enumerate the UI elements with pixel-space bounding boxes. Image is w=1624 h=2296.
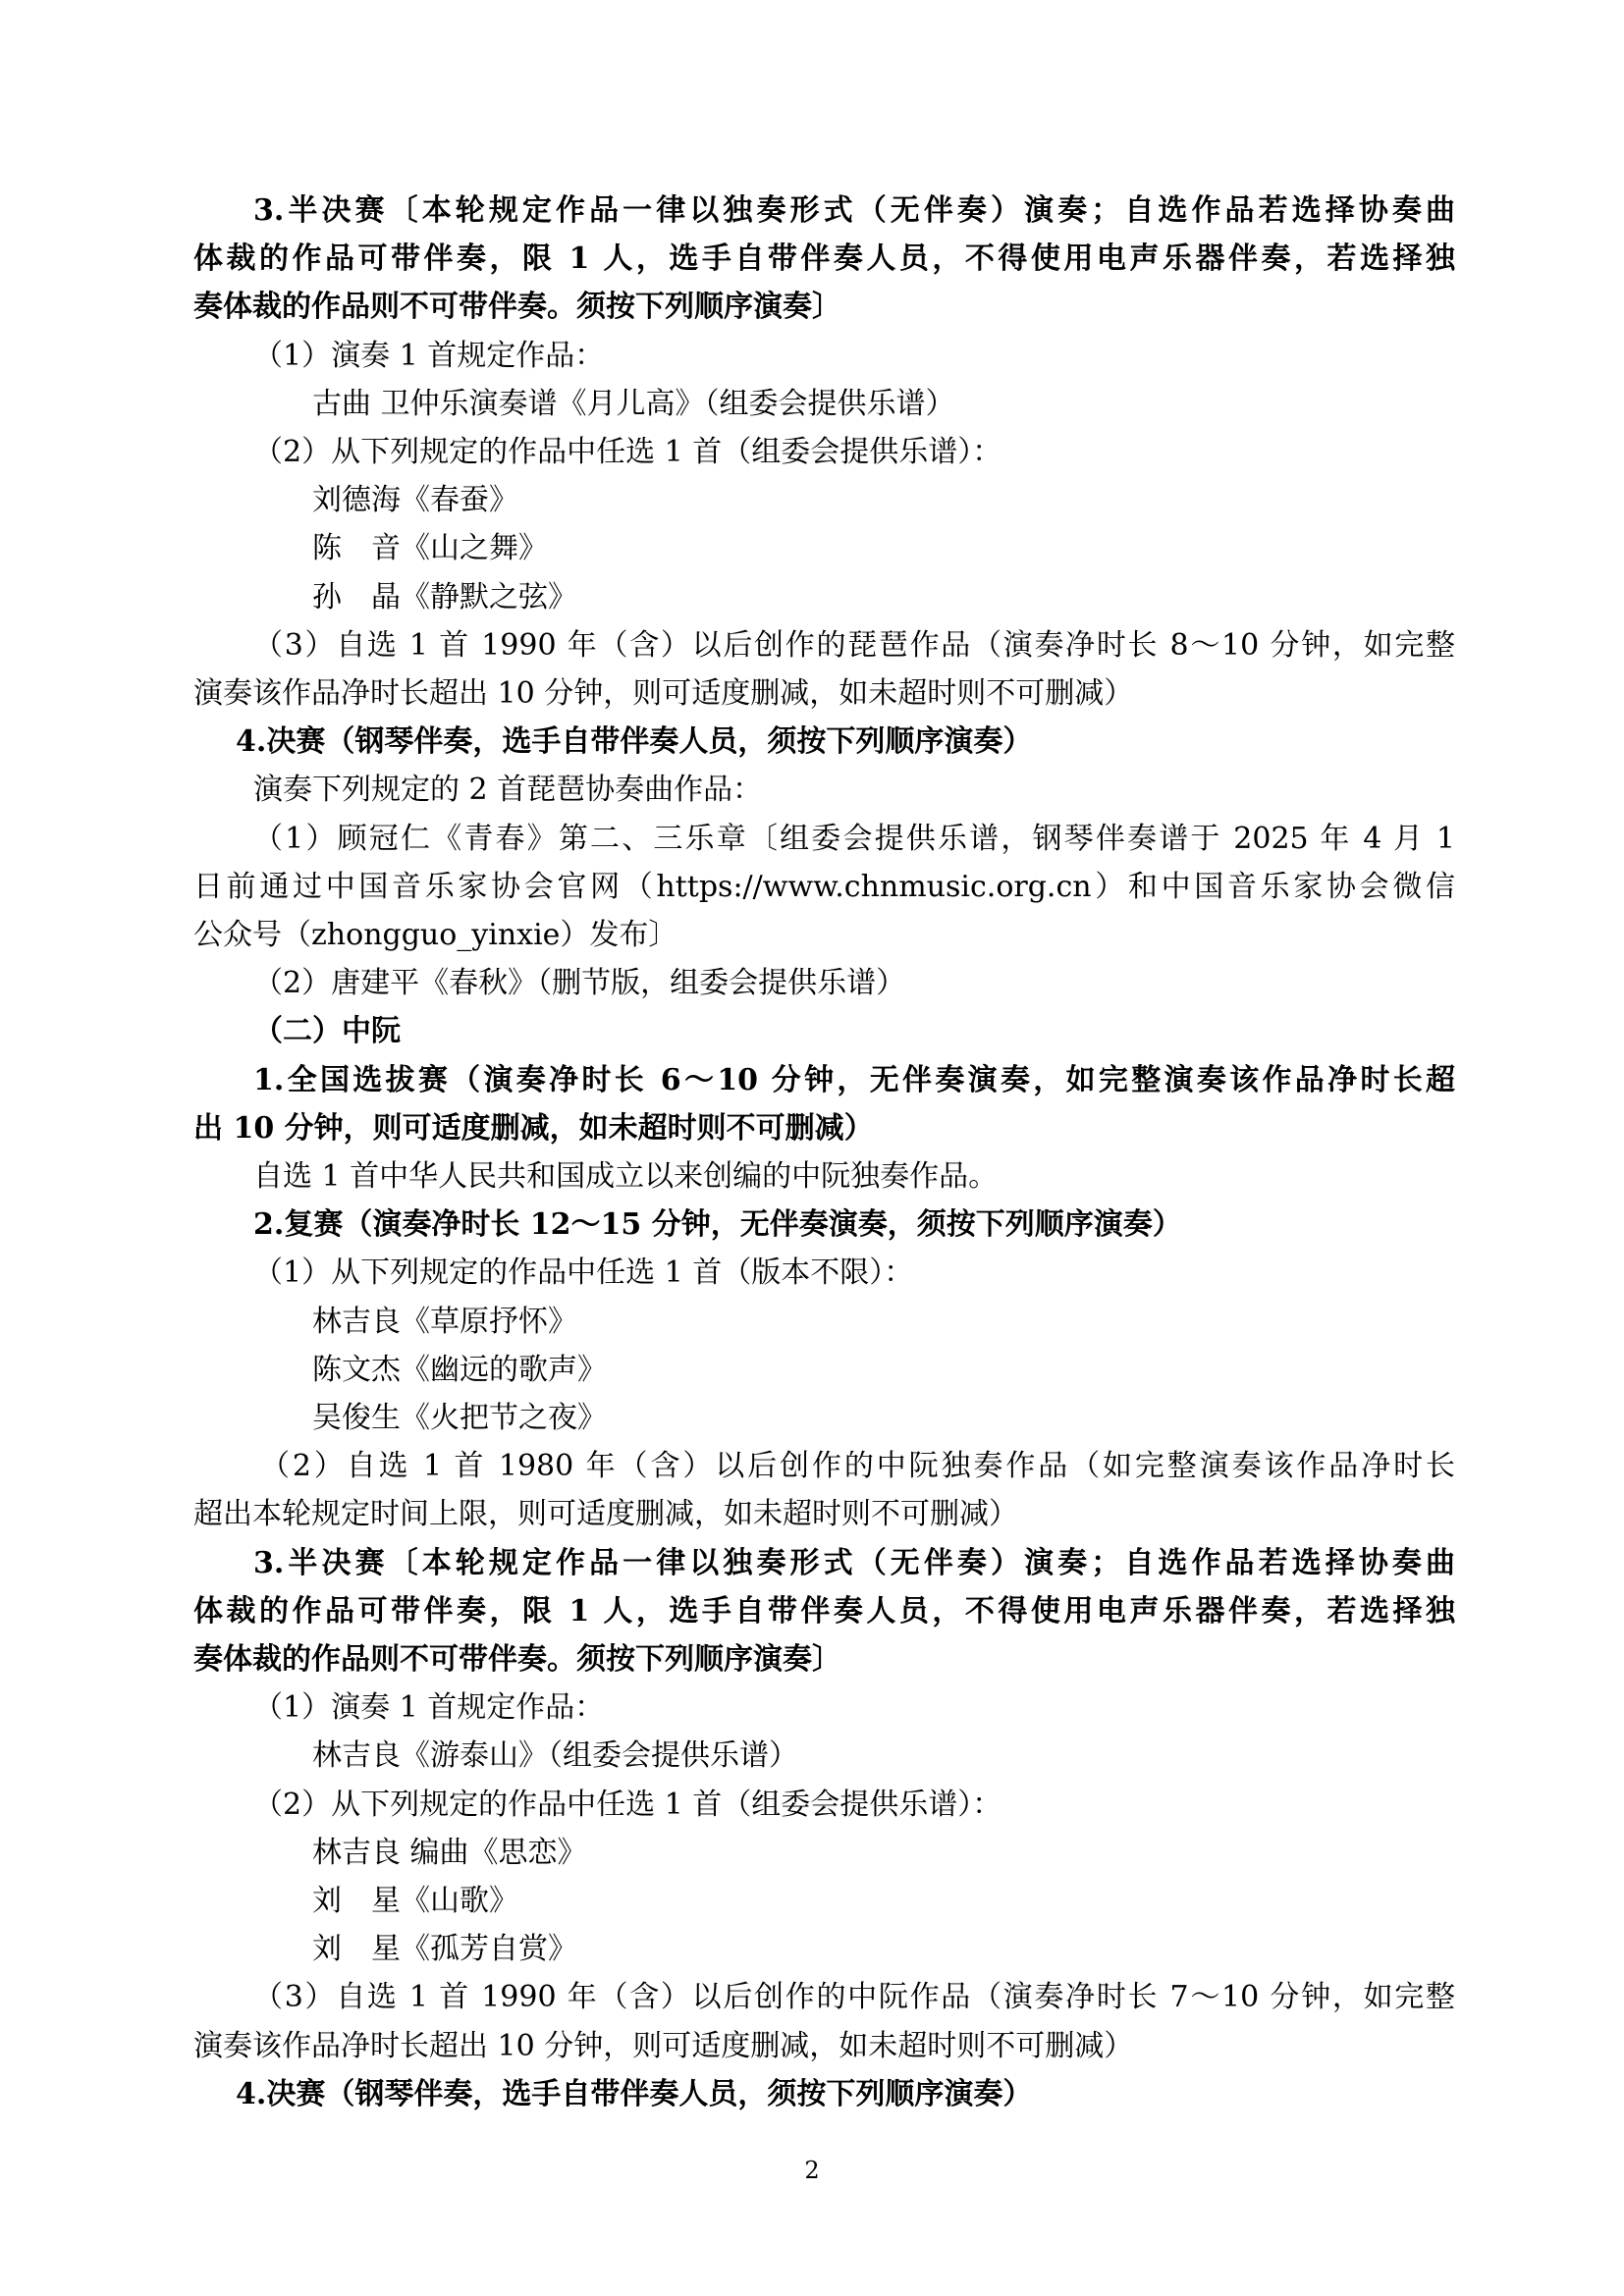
section-heading: （二）中阮 [253,1014,401,1049]
semifinal-heading: 体裁的作品可带伴奏，限 1 人，选手自带伴奏人员，不得使用电声乐器伴奏，若选择独 [193,1593,1455,1629]
paragraph: 演奏下列规定的 2 首琵琶协奏曲作品： [253,773,763,808]
repertoire-item: 刘德海《春蚕》 [312,483,518,518]
repertoire-item: 古曲 卫仲乐演奏谱《月儿高》（组委会提供乐谱） [312,386,955,421]
list-item: （1）演奏 1 首规定作品： [253,1690,605,1726]
list-item: （2）从下列规定的作品中任选 1 首（组委会提供乐谱）： [253,435,1002,469]
semifinal-heading: 奏体裁的作品则不可带伴奏。须按下列顺序演奏〕 [193,290,841,325]
repertoire-item: 刘 星《孤芳自赏》 [312,1932,577,1967]
list-item: 演奏该作品净时长超出 10 分钟，则可适度删减，如未超时则不可删减） [193,676,1134,711]
final-heading: 4.决赛（钢琴伴奏，选手自带伴奏人员，须按下列顺序演奏） [236,2076,1033,2111]
semifinal-heading: 体裁的作品可带伴奏，限 1 人，选手自带伴奏人员，不得使用电声乐器伴奏，若选择独 [193,241,1455,277]
selection-round-heading: 1.全国选拔赛（演奏净时长 6～10 分钟，无伴奏演奏，如完整演奏该作品净时长超 [253,1062,1455,1097]
second-round-heading: 2.复赛（演奏净时长 12～15 分钟，无伴奏演奏，须按下列顺序演奏） [253,1207,1182,1243]
semifinal-heading: 3.半决赛〔本轮规定作品一律以独奏形式（无伴奏）演奏；自选作品若选择协奏曲 [253,1545,1455,1580]
list-item: 超出本轮规定时间上限，则可适度删减，如未超时则不可删减） [193,1497,1018,1532]
repertoire-item: 林吉良 编曲《思恋》 [312,1835,587,1870]
list-item: （3）自选 1 首 1990 年（含）以后创作的琵琶作品（演奏净时长 8～10 分钟，如完整 [253,627,1455,663]
selection-round-heading: 出 10 分钟，则可适度删减，如未超时则不可删减） [193,1110,874,1146]
list-item: 演奏该作品净时长超出 10 分钟，则可适度删减，如未超时则不可删减） [193,2028,1134,2063]
page-number: 2 [804,2157,820,2184]
repertoire-item: 林吉良《游泰山》（组委会提供乐谱） [312,1738,798,1774]
list-item: （1）演奏 1 首规定作品： [253,338,605,373]
paragraph: 自选 1 首中华人民共和国成立以来创编的中阮独奏作品。 [253,1159,999,1194]
repertoire-item: 林吉良《草原抒怀》 [312,1304,577,1339]
list-item: 日前通过中国音乐家协会官网（https://www.chnmusic.org.cn）和中国音乐家协会微信 [193,869,1455,904]
repertoire-item: 陈 音《山之舞》 [312,531,548,566]
list-item: （3）自选 1 首 1990 年（含）以后创作的中阮作品（演奏净时长 7～10 分钟，如完整 [253,1980,1455,2015]
repertoire-item: 孙 晶《静默之弦》 [312,579,577,614]
repertoire-item: 吴俊生《火把节之夜》 [312,1401,607,1435]
list-item: （1）顾冠仁《青春》第二、三乐章〔组委会提供乐谱，钢琴伴奏谱于 2025 年 4 月 1 [253,821,1455,856]
list-item: （2）唐建平《春秋》（删节版，组委会提供乐谱） [253,966,906,1001]
list-item: 公众号（zhongguo_yinxie）发布〕 [193,918,678,952]
semifinal-heading: 3.半决赛〔本轮规定作品一律以独奏形式（无伴奏）演奏；自选作品若选择协奏曲 [253,193,1455,228]
list-item: （1）从下列规定的作品中任选 1 首（版本不限）： [253,1255,914,1291]
repertoire-item: 刘 星《山歌》 [312,1884,518,1918]
list-item: （2）自选 1 首 1980 年（含）以后创作的中阮独奏作品（如完整演奏该作品净时长 [260,1449,1455,1484]
repertoire-item: 陈文杰《幽远的歌声》 [312,1352,607,1387]
semifinal-heading: 奏体裁的作品则不可带伴奏。须按下列顺序演奏〕 [193,1642,841,1677]
list-item: （2）从下列规定的作品中任选 1 首（组委会提供乐谱）： [253,1787,1002,1822]
final-heading: 4.决赛（钢琴伴奏，选手自带伴奏人员，须按下列顺序演奏） [236,724,1033,760]
